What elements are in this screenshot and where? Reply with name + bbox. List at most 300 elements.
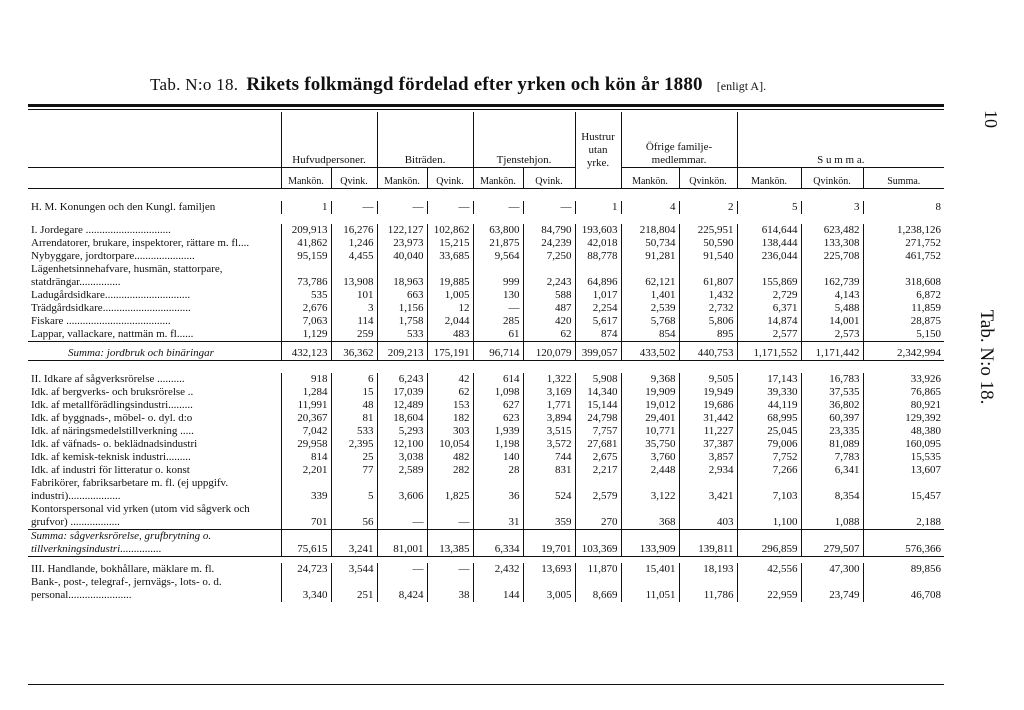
cell-value: 6,341 xyxy=(801,464,863,477)
cell-value: 160,095 xyxy=(905,438,942,450)
cell-value: 403 xyxy=(679,503,737,530)
spacer-row xyxy=(28,214,944,224)
cell-value: 130 xyxy=(473,289,523,302)
cell-value: 7,103 xyxy=(737,477,801,503)
cell-value: 48,380 xyxy=(910,425,942,437)
spacer-cell xyxy=(28,361,944,374)
cell-value: 36,802 xyxy=(801,399,863,412)
cell-value: 73,786 xyxy=(281,263,331,289)
cell-value: 1,322 xyxy=(523,373,575,386)
table-row xyxy=(28,224,944,237)
cell-value: — xyxy=(377,563,427,576)
cell-value: 3 xyxy=(801,201,863,214)
group-header: S u m m a. xyxy=(737,112,944,168)
cell-value: 5,806 xyxy=(679,315,737,328)
cell-value: 461,752 xyxy=(905,250,942,262)
row-label: Idk. af bergverks- och bruksrörelse .. xyxy=(28,386,281,399)
cell-value: 7,042 xyxy=(281,425,331,438)
cell-value: 64,896 xyxy=(575,263,621,289)
table-row xyxy=(28,373,944,386)
cell-value: 2,573 xyxy=(801,328,863,342)
row-label: I. Jordegare ............................... xyxy=(28,224,281,237)
cell-value: 225,708 xyxy=(801,250,863,263)
cell-value: 11,870 xyxy=(575,563,621,576)
cell-value: 2,539 xyxy=(621,302,679,315)
row-label: Idk. af kemisk-teknisk industri......... xyxy=(28,451,281,464)
cell-value: 13,607 xyxy=(910,464,942,476)
cell-value: 1,771 xyxy=(523,399,575,412)
cell-value: 36 xyxy=(473,477,523,503)
cell-value: 3,515 xyxy=(523,425,575,438)
row-label: Kontorspersonal vid yrken (utom vid sågverk och grufvor) .................. xyxy=(28,503,281,530)
cell-value: 120,079 xyxy=(523,342,575,361)
row-label: Trädgårdsidkare................................ xyxy=(28,302,281,315)
row-label: Nybyggare, jordtorpare...................... xyxy=(28,250,281,263)
spacer-cell xyxy=(28,214,944,224)
cell-value: 19,701 xyxy=(523,530,575,557)
cell-value: 7,250 xyxy=(523,250,575,263)
cell-value: 35,750 xyxy=(621,438,679,451)
cell-value: 533 xyxy=(377,328,427,342)
cell-value: 16,783 xyxy=(801,373,863,386)
cell-value: 84,790 xyxy=(523,224,575,237)
cell-value: 47,300 xyxy=(801,563,863,576)
cell-value: 535 xyxy=(281,289,331,302)
cell-value: 420 xyxy=(523,315,575,328)
cell-value: 89,856 xyxy=(910,563,942,575)
cell-value: 533 xyxy=(331,425,377,438)
cell-value: 14,001 xyxy=(801,315,863,328)
cell-value: 5,908 xyxy=(575,373,621,386)
sub-header: Qvink. xyxy=(331,168,377,189)
cell-value: 155,869 xyxy=(737,263,801,289)
row-label: Fiskare ...................................... xyxy=(28,315,281,328)
cell-value: 2,044 xyxy=(427,315,473,328)
cell-value: 48 xyxy=(331,399,377,412)
cell-value: 42 xyxy=(427,373,473,386)
cell-value: 19,909 xyxy=(621,386,679,399)
cell-value: 1,171,442 xyxy=(801,342,863,361)
cell-value: 5,768 xyxy=(621,315,679,328)
cell-value: 8 xyxy=(935,201,942,213)
table-row xyxy=(28,576,944,602)
cell-value: 24,798 xyxy=(575,412,621,425)
cell-value: 29,401 xyxy=(621,412,679,425)
cell-value: 11,786 xyxy=(679,576,737,602)
cell-value: 22,959 xyxy=(737,576,801,602)
cell-value: 16,276 xyxy=(331,224,377,237)
sub-header: Mankön. xyxy=(377,168,427,189)
cell-value: — xyxy=(523,201,575,214)
cell-value: 282 xyxy=(427,464,473,477)
cell-value: 24,239 xyxy=(523,237,575,250)
sub-header: Mankön. xyxy=(473,168,523,189)
cell-value: 271,752 xyxy=(905,237,942,249)
row-label: Summa: jordbruk och binäringar xyxy=(28,342,281,361)
cell-value: 1,156 xyxy=(377,302,427,315)
cell-value: 133,909 xyxy=(621,530,679,557)
cell-value: — xyxy=(331,201,377,214)
cell-value: 13,908 xyxy=(331,263,377,289)
row-label: II. Idkare af sågverksrörelse .......... xyxy=(28,373,281,386)
group-header: Biträden. xyxy=(377,112,473,168)
row-label: Idk. af näringsmedelstillverkning ..... xyxy=(28,425,281,438)
cell-value: 95,159 xyxy=(281,250,331,263)
side-table-label: Tab. N:o 18. xyxy=(976,309,997,405)
row-label: Ladugårdsidkare............................... xyxy=(28,289,281,302)
table-row xyxy=(28,425,944,438)
cell-value: 61,807 xyxy=(679,263,737,289)
cell-value: 854 xyxy=(621,328,679,342)
cell-value: 8,424 xyxy=(377,576,427,602)
cell-value: 5,617 xyxy=(575,315,621,328)
cell-value: 21,875 xyxy=(473,237,523,250)
cell-value: 218,804 xyxy=(621,224,679,237)
cell-value: 6,334 xyxy=(473,530,523,557)
cell-value: 482 xyxy=(427,451,473,464)
population-table xyxy=(28,112,944,602)
cell-value: 15,457 xyxy=(910,490,942,502)
row-label: Summa: sågverksrörelse, grufbrytning o. tillverkningsindustri............... xyxy=(28,530,281,557)
title-row xyxy=(150,74,850,100)
cell-value: 19,012 xyxy=(621,399,679,412)
cell-value: 1,758 xyxy=(377,315,427,328)
group-header: Hufvudpersoner. xyxy=(281,112,377,168)
cell-value: 623 xyxy=(473,412,523,425)
cell-value: 368 xyxy=(621,503,679,530)
cell-value: 2,243 xyxy=(523,263,575,289)
cell-value: 139,811 xyxy=(679,530,737,557)
sub-header: Qvink. xyxy=(523,168,575,189)
cell-value: 3,169 xyxy=(523,386,575,399)
cell-value: 15 xyxy=(331,386,377,399)
cell-value: 25 xyxy=(331,451,377,464)
cell-value: 182 xyxy=(427,412,473,425)
cell-value: 614 xyxy=(473,373,523,386)
cell-value: 627 xyxy=(473,399,523,412)
sub-header: Summa. xyxy=(863,168,944,189)
sub-header: Qvinkön. xyxy=(679,168,737,189)
cell-value: 487 xyxy=(523,302,575,315)
cell-value: 25,045 xyxy=(737,425,801,438)
cell-value: 701 xyxy=(281,503,331,530)
cell-value: 623,482 xyxy=(801,224,863,237)
row-label: III. Handlande, bokhållare, mäklare m. fl. xyxy=(28,563,281,576)
cell-value: 56 xyxy=(331,503,377,530)
cell-value: 14,340 xyxy=(575,386,621,399)
page-title: Rikets folkmängd fördelad efter yrken och kön år 1880 xyxy=(246,74,703,95)
table-row xyxy=(28,503,944,530)
cell-value: 524 xyxy=(523,477,575,503)
sub-header: Qvink. xyxy=(427,168,473,189)
cell-value: 140 xyxy=(473,451,523,464)
table-row xyxy=(28,464,944,477)
page-number: 10 xyxy=(981,110,1001,128)
sub-header-row xyxy=(28,168,944,189)
cell-value: 296,859 xyxy=(737,530,801,557)
title-note: [enligt A]. xyxy=(716,79,767,93)
cell-value: 20,367 xyxy=(281,412,331,425)
cell-value: 44,119 xyxy=(737,399,801,412)
cell-value: 12 xyxy=(427,302,473,315)
cell-value: 79,006 xyxy=(737,438,801,451)
cell-value: 3,005 xyxy=(523,576,575,602)
table-row xyxy=(28,250,944,263)
cell-value: 81 xyxy=(331,412,377,425)
cell-value: 9,505 xyxy=(679,373,737,386)
cell-value: 28,875 xyxy=(910,315,942,327)
top-rule-thin xyxy=(28,109,944,110)
cell-value: 1,284 xyxy=(281,386,331,399)
cell-value: 193,603 xyxy=(575,224,621,237)
cell-value: 33,685 xyxy=(427,250,473,263)
cell-value: 2,188 xyxy=(916,516,942,528)
cell-value: 3,544 xyxy=(331,563,377,576)
spacer-cell xyxy=(28,189,944,202)
cell-value: 63,800 xyxy=(473,224,523,237)
cell-value: 279,507 xyxy=(801,530,863,557)
cell-value: 2,342,994 xyxy=(863,342,944,361)
cell-value: 4,455 xyxy=(331,250,377,263)
cell-value: 432,123 xyxy=(281,342,331,361)
cell-value: 303 xyxy=(427,425,473,438)
cell-value: 129,392 xyxy=(905,412,942,424)
cell-value: 11,859 xyxy=(911,302,942,314)
cell-value: 7,266 xyxy=(737,464,801,477)
cell-value: 102,862 xyxy=(427,224,473,237)
cell-value: 8,669 xyxy=(575,576,621,602)
cell-value: — xyxy=(427,201,473,214)
sub-header: Mankön. xyxy=(737,168,801,189)
cell-value: 11,227 xyxy=(679,425,737,438)
cell-value: 663 xyxy=(377,289,427,302)
summary-row xyxy=(28,342,944,361)
table-row xyxy=(28,263,944,289)
cell-value: 114 xyxy=(331,315,377,328)
cell-value: 23,973 xyxy=(377,237,427,250)
sub-header: Qvinkön. xyxy=(801,168,863,189)
cell-value: 3,760 xyxy=(621,451,679,464)
cell-value: 1,100 xyxy=(737,503,801,530)
cell-value: 31,442 xyxy=(679,412,737,425)
cell-value: 1,171,552 xyxy=(737,342,801,361)
cell-value: 96,714 xyxy=(473,342,523,361)
cell-value: 4,143 xyxy=(801,289,863,302)
table-row xyxy=(28,289,944,302)
group-header: Öfrige familje-medlemmar. xyxy=(621,112,737,168)
cell-value: 1,432 xyxy=(679,289,737,302)
cell-value: 576,366 xyxy=(863,530,944,557)
cell-value: — xyxy=(377,201,427,214)
label-header xyxy=(28,112,281,168)
cell-value: 42,018 xyxy=(575,237,621,250)
cell-value: 9,564 xyxy=(473,250,523,263)
cell-value: 3,340 xyxy=(281,576,331,602)
cell-value: 1,246 xyxy=(331,237,377,250)
cell-value: 11,991 xyxy=(281,399,331,412)
row-label: Idk. af byggnads-, möbel- o. dyl. d:o xyxy=(28,412,281,425)
row-label: Arrendatorer, brukare, inspektorer, rättare m. fl.... xyxy=(28,237,281,250)
cell-value: 895 xyxy=(679,328,737,342)
cell-value: 80,921 xyxy=(910,399,942,411)
cell-value: 8,354 xyxy=(801,477,863,503)
cell-value: 2,432 xyxy=(473,563,523,576)
cell-value: 251 xyxy=(331,576,377,602)
cell-value: 4 xyxy=(621,201,679,214)
table-row xyxy=(28,563,944,576)
table-row xyxy=(28,201,944,214)
table-row xyxy=(28,412,944,425)
cell-value: 12,489 xyxy=(377,399,427,412)
cell-value: 2,934 xyxy=(679,464,737,477)
cell-value: 15,535 xyxy=(910,451,942,463)
cell-value: 162,739 xyxy=(801,263,863,289)
cell-value: 831 xyxy=(523,464,575,477)
cell-value: 41,862 xyxy=(281,237,331,250)
cell-value: 1,098 xyxy=(473,386,523,399)
table-row xyxy=(28,399,944,412)
table-row xyxy=(28,477,944,503)
cell-value: 2,589 xyxy=(377,464,427,477)
cell-value: 3,241 xyxy=(331,530,377,557)
cell-value: 1 xyxy=(575,201,621,214)
cell-value: 76,865 xyxy=(910,386,942,398)
cell-value: 7,063 xyxy=(281,315,331,328)
cell-value: 17,039 xyxy=(377,386,427,399)
cell-value: 6,243 xyxy=(377,373,427,386)
cell-value: 744 xyxy=(523,451,575,464)
cell-value: 9,368 xyxy=(621,373,679,386)
cell-value: 19,949 xyxy=(679,386,737,399)
cell-value: 17,143 xyxy=(737,373,801,386)
cell-value: 588 xyxy=(523,289,575,302)
cell-value: 2,217 xyxy=(575,464,621,477)
cell-value: 433,502 xyxy=(621,342,679,361)
cell-value: 1,238,126 xyxy=(897,224,942,236)
cell-value: 19,885 xyxy=(427,263,473,289)
cell-value: 6,371 xyxy=(737,302,801,315)
spacer-row xyxy=(28,361,944,374)
row-label: Idk. af industri för litteratur o. konst xyxy=(28,464,281,477)
cell-value: 3,038 xyxy=(377,451,427,464)
group-header: Hustrur utan yrke. xyxy=(575,112,621,189)
cell-value: 11,051 xyxy=(621,576,679,602)
cell-value: 339 xyxy=(281,477,331,503)
cell-value: 285 xyxy=(473,315,523,328)
cell-value: 440,753 xyxy=(679,342,737,361)
table-row xyxy=(28,438,944,451)
cell-value: 19,686 xyxy=(679,399,737,412)
cell-value: 3,857 xyxy=(679,451,737,464)
cell-value: 2,676 xyxy=(281,302,331,315)
cell-value: — xyxy=(473,302,523,315)
cell-value: 60,397 xyxy=(801,412,863,425)
cell-value: 2 xyxy=(679,201,737,214)
cell-value: 6,872 xyxy=(916,289,942,301)
cell-value: 3,572 xyxy=(523,438,575,451)
cell-value: — xyxy=(427,503,473,530)
group-header: Tjenstehjon. xyxy=(473,112,575,168)
cell-value: 1,088 xyxy=(801,503,863,530)
table-row xyxy=(28,386,944,399)
cell-value: 5,488 xyxy=(801,302,863,315)
cell-value: 2,395 xyxy=(331,438,377,451)
row-label: Lägenhetsinnehafvare, husmän, stattorpare, statdrängar............... xyxy=(28,263,281,289)
cell-value: 14,874 xyxy=(737,315,801,328)
cell-value: 3 xyxy=(331,302,377,315)
cell-value: 91,281 xyxy=(621,250,679,263)
cell-value: 50,734 xyxy=(621,237,679,250)
cell-value: 62 xyxy=(427,386,473,399)
cell-value: 7,783 xyxy=(801,451,863,464)
cell-value: 2,729 xyxy=(737,289,801,302)
cell-value: 13,385 xyxy=(427,530,473,557)
cell-value: 7,757 xyxy=(575,425,621,438)
cell-value: 175,191 xyxy=(427,342,473,361)
cell-value: 28 xyxy=(473,464,523,477)
cell-value: 2,448 xyxy=(621,464,679,477)
group-header-row xyxy=(28,112,944,168)
cell-value: 46,708 xyxy=(910,589,942,601)
cell-value: 2,254 xyxy=(575,302,621,315)
cell-value: 7,752 xyxy=(737,451,801,464)
row-label: Fabrikörer, fabriksarbetare m. fl. (ej uppgifv. industri)................... xyxy=(28,477,281,503)
table-row xyxy=(28,237,944,250)
table-body xyxy=(28,189,944,603)
cell-value: 81,001 xyxy=(377,530,427,557)
cell-value: 483 xyxy=(427,328,473,342)
cell-value: 10,054 xyxy=(427,438,473,451)
cell-value: — xyxy=(377,503,427,530)
cell-value: 88,778 xyxy=(575,250,621,263)
cell-value: 18,604 xyxy=(377,412,427,425)
cell-value: 144 xyxy=(473,576,523,602)
cell-value: 15,215 xyxy=(427,237,473,250)
cell-value: 2,201 xyxy=(281,464,331,477)
cell-value: 209,913 xyxy=(281,224,331,237)
cell-value: 37,535 xyxy=(801,386,863,399)
cell-value: 209,213 xyxy=(377,342,427,361)
spacer-row xyxy=(28,189,944,202)
cell-value: 103,369 xyxy=(575,530,621,557)
row-label: Lappar, vallackare, nattmän m. fl...... xyxy=(28,328,281,342)
cell-value: 6 xyxy=(331,373,377,386)
cell-value: 2,732 xyxy=(679,302,737,315)
cell-value: 814 xyxy=(281,451,331,464)
cell-value: 36,362 xyxy=(331,342,377,361)
cell-value: 2,675 xyxy=(575,451,621,464)
cell-value: 614,644 xyxy=(737,224,801,237)
cell-value: 1,198 xyxy=(473,438,523,451)
cell-value: 5,293 xyxy=(377,425,427,438)
cell-value: 62 xyxy=(523,328,575,342)
sub-header: Mankön. xyxy=(281,168,331,189)
cell-value: 23,335 xyxy=(801,425,863,438)
cell-value: 3,122 xyxy=(621,477,679,503)
cell-value: 18,193 xyxy=(679,563,737,576)
cell-value: 61 xyxy=(473,328,523,342)
cell-value: 1,129 xyxy=(281,328,331,342)
table-row xyxy=(28,315,944,328)
cell-value: 15,401 xyxy=(621,563,679,576)
sub-header: Mankön. xyxy=(621,168,679,189)
cell-value: 359 xyxy=(523,503,575,530)
cell-value: 2,577 xyxy=(737,328,801,342)
table-number: Tab. N:o 18. xyxy=(150,75,239,94)
cell-value: 39,330 xyxy=(737,386,801,399)
cell-value: 42,556 xyxy=(737,563,801,576)
cell-value: 318,608 xyxy=(905,276,942,288)
